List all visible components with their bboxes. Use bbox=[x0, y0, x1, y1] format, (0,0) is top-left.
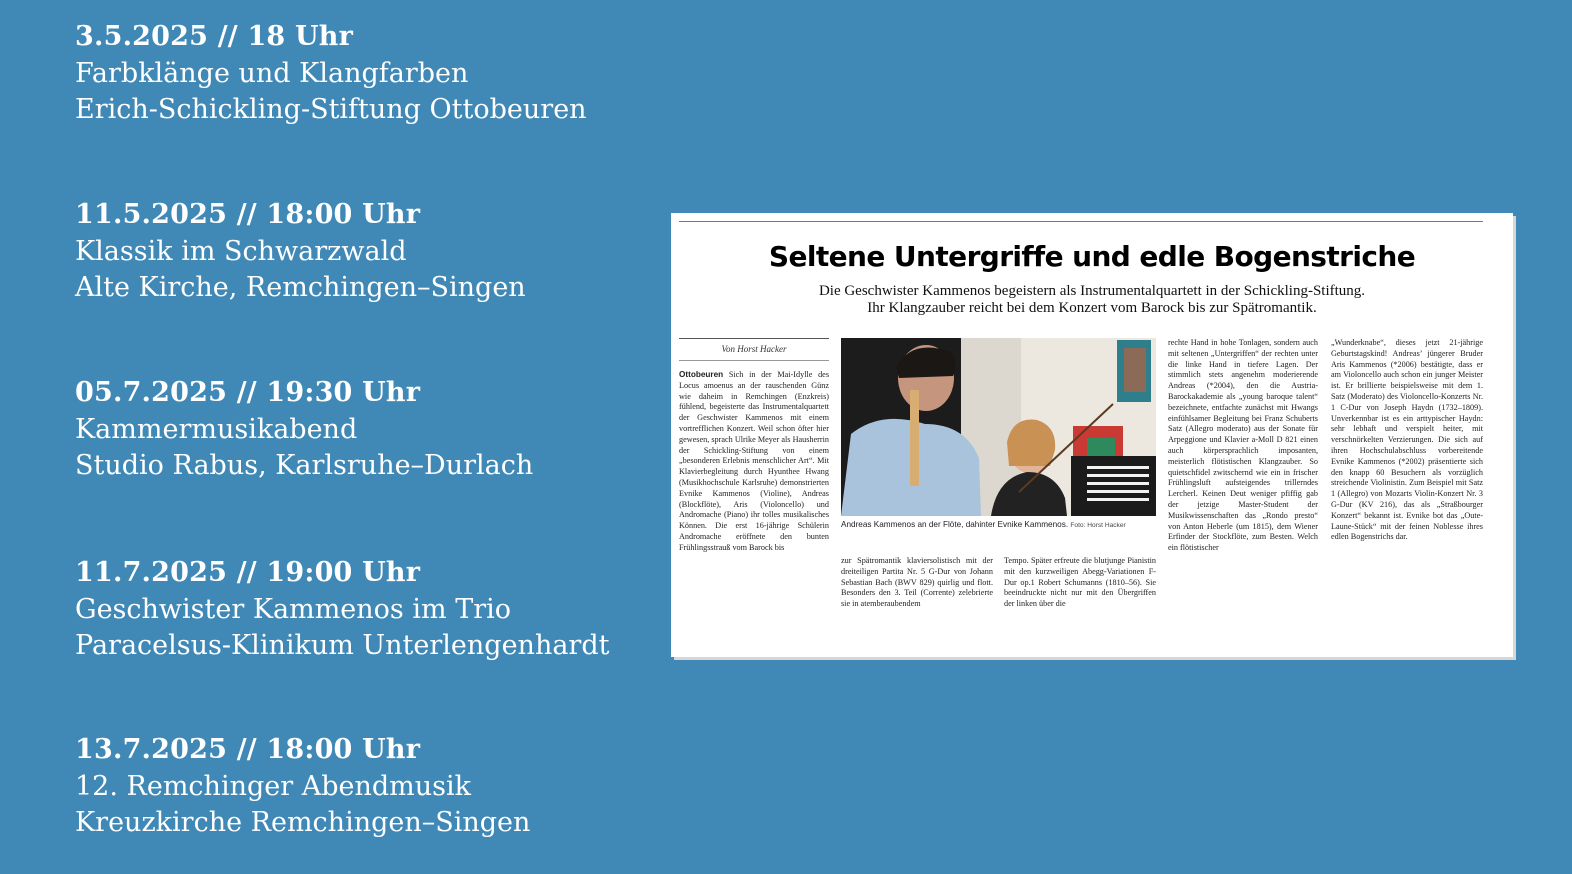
article-column-1 bbox=[679, 370, 829, 620]
subheadline-line-1: Die Geschwister Kammenos begeistern als Instrumentalquartett in der Schickling-Stiftung. bbox=[818, 283, 1366, 299]
article-dateline: Ottobeuren bbox=[679, 370, 724, 379]
event-date: 11.5.2025 // 18:00 Uhr bbox=[75, 199, 421, 230]
event-item bbox=[75, 554, 655, 664]
column-1-text: Sich in der Mai-Idylle des Locus amoenus an der rauschenden Günz wie daheim in Remchingen (Enzkreis) fühlend, begeisterte das Instrumentalquartett der Geschwister Kammenos mit einem vortrefflichen Konzert. Weil schon öfter hier gewesen, sprach Ulrike Meyer als Hausherrin der Schickling-Stiftung von einem „besonderen Erlebnis menschlicher Art“. Mit Klavierbegleitung durch Hyunthee Hwang (Musikhochschule Karlsruhe) demonstrierten Evnike Kammenos (Violine), Andreas (Blockflöte), Aris (Violoncello) und Andromache (Piano) ihr tolles musikalisches Können. Die erst 16-jährige Schülerin Andromache eröffnete den bunten Frühlingsstrauß vom Barock bis bbox=[679, 370, 829, 552]
event-title: Klassik im Schwarzwald bbox=[75, 236, 407, 267]
article-subheadline bbox=[671, 283, 1513, 317]
event-item bbox=[75, 731, 655, 841]
event-venue: Paracelsus-Klinikum Unterlengenhardt bbox=[75, 630, 610, 661]
column-5-text: „Wunderknabe“, dieses jetzt 21-jährige Geburtstagskind! Andreas’ jüngerer Bruder Aris Kammenos (*2006) bestätigte, dass er am Violoncello auch schon ein junger Meister ist. Er brillierte beispielsweise mit dem 1. Satz (Moderato) des Violoncello-Konzerts Nr. 1 C-Dur von Joseph Haydn (1732–1809). Unverkennbar ist es ein arttypischer Haydn: sehr lebhaft und verspielt heiter, mit verschnörkelten Verzierungen. Die sich auf ihren Hochschulabschluss vorbereitende Evnike Kammenos (*2002) präsentierte sich den knapp 60 Besuchern als vorzüglich streichende Violinistin. Zum Beispiel mit Satz 1 (Allegro) von Mozarts Violin-Konzert Nr. 3 G-Dur (KV 216), das als „Straßbourger Konzert“ bekannt ist. Evnike bot das „Oute-Laune-Stück“ mit der feinen Noblesse ihres edlen Bogenstrichs dar. bbox=[1331, 338, 1483, 542]
article-column-5 bbox=[1331, 338, 1483, 624]
column-2-text: zur Spätromantik klaviersolistisch mit der dreiteiligen Partita Nr. 5 G-Dur von Johann Sebastian Bach (BWV 829) quirlig und flott. Besonders den 3. Teil (Corrente) zelebrierte sie in atemberaubendem bbox=[841, 556, 993, 609]
concert-photo-image bbox=[841, 338, 1156, 516]
article-column-3 bbox=[1004, 556, 1156, 626]
column-4-text: rechte Hand in hohe Tonlagen, sondern auch mit seltenen „Untergriffen“ der rechten unter die linke Hand in tiefere Lagen. Der stimmlich stets angenehm moderierende Andreas (*2004), den die Austria-Barockakademie als „young baroque talent“ bezeichnete, entfachte zunächst mit Hwangs einfühlsamer Begleitung bei Franz Schuberts Satz (Allegro moderato) aus der Sonate für Arpeggione und Klavier a-Moll D 821 einen auch körpersprachlich imposanten, meisterlich flötistischen Klangzauber. So quietschfidel zwitschernd wie ein in frischer Frühlingsluft aufsteigendes trillerndes Lercherl. Keinen Deut weniger pfiffig gab der jetzige Master-Student der Musikwissenschaften das „Rondo presto“ von Anton Heberle (um 1815), dem Wiener Erfinder der Stockflöte, zum Besten. Welch ein flötistischer bbox=[1168, 338, 1318, 553]
event-date: 11.7.2025 // 19:00 Uhr bbox=[75, 557, 421, 588]
subheadline-line-2: Ihr Klangzauber reicht bei dem Konzert vom Barock bis zur Spätromantik. bbox=[867, 300, 1317, 316]
event-date: 13.7.2025 // 18:00 Uhr bbox=[75, 734, 421, 765]
article-headline: Seltene Untergriffe und edle Bogenstriche bbox=[768, 240, 1416, 273]
byline-rule bbox=[679, 338, 829, 339]
event-title: Kammermusikabend bbox=[75, 414, 358, 445]
article-column-4 bbox=[1168, 338, 1318, 624]
concert-photo bbox=[841, 338, 1156, 516]
article-column-2 bbox=[841, 556, 993, 626]
event-title: Farbklänge und Klangfarben bbox=[75, 58, 469, 89]
event-item bbox=[75, 18, 655, 128]
newspaper-clipping bbox=[671, 213, 1513, 657]
event-venue: Alte Kirche, Remchingen–Singen bbox=[75, 272, 526, 303]
event-date: 05.7.2025 // 19:30 Uhr bbox=[75, 377, 421, 408]
event-venue: Erich-Schickling-Stiftung Ottobeuren bbox=[75, 94, 587, 125]
event-title: 12. Remchinger Abendmusik bbox=[75, 771, 471, 802]
event-venue: Studio Rabus, Karlsruhe–Durlach bbox=[75, 450, 534, 481]
article-byline: Von Horst Hacker bbox=[721, 344, 787, 354]
top-rule bbox=[679, 221, 1483, 222]
event-title: Geschwister Kammenos im Trio bbox=[75, 594, 511, 625]
event-item bbox=[75, 374, 655, 484]
event-date: 3.5.2025 // 18 Uhr bbox=[75, 21, 354, 52]
photo-credit: Foto: Horst Hacker bbox=[1070, 522, 1126, 529]
column-3-text: Tempo. Später erfreute die blutjunge Pianistin mit den kurzweiligen Abegg-Variationen F-Dur op.1 Robert Schumanns (1810–56). Sie beeindruckte nicht nur mit den Übergriffen der linken über die bbox=[1004, 556, 1156, 609]
caption-text: Andreas Kammenos an der Flöte, dahinter Evnike Kammenos. bbox=[841, 520, 1069, 529]
event-venue: Kreuzkirche Remchingen–Singen bbox=[75, 807, 531, 838]
photo-caption bbox=[841, 520, 1159, 529]
event-item bbox=[75, 196, 655, 306]
byline-rule-bottom bbox=[679, 360, 829, 361]
